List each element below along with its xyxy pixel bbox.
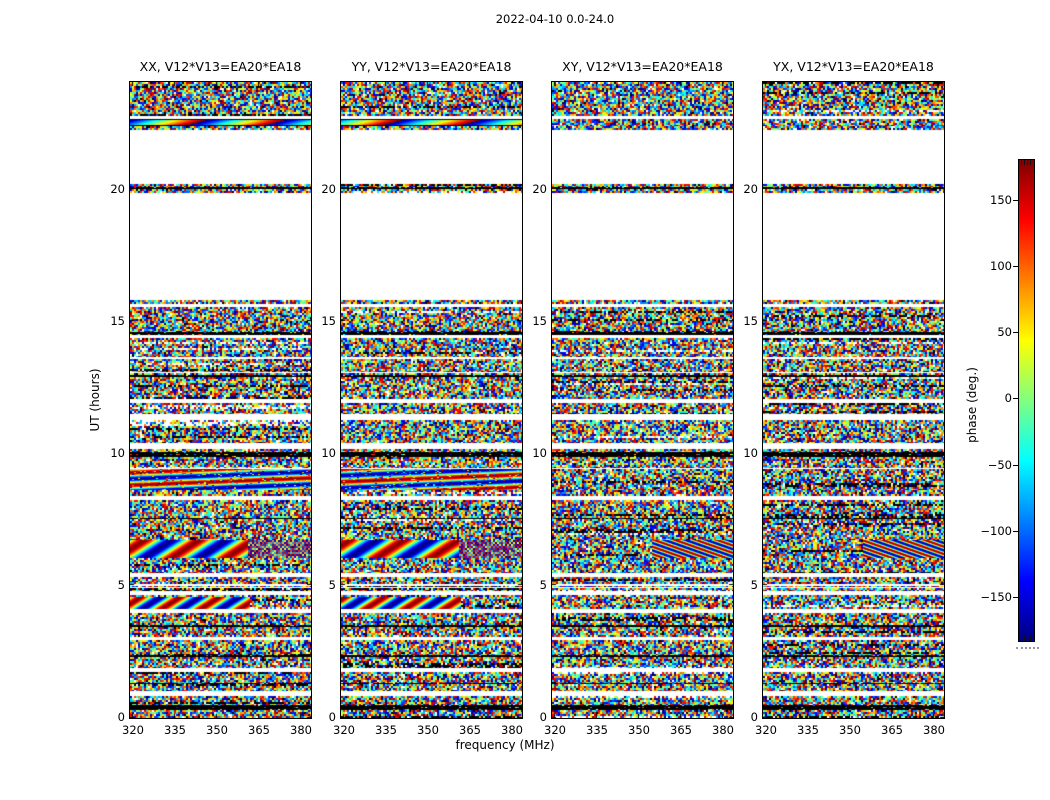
- colorbar-tick-mark: [1013, 266, 1019, 267]
- y-tick-label: 10: [110, 446, 125, 460]
- colorbar-gradient: [1019, 160, 1034, 641]
- colorbar-tick-mark: [1013, 531, 1019, 532]
- heatmap-canvas-xx: [130, 82, 311, 718]
- colorbar-tick-label: −150: [980, 590, 1012, 604]
- x-tick-label: 365: [881, 723, 903, 737]
- colorbar-tick-label: 0: [1004, 391, 1012, 405]
- x-tick-label: 320: [122, 723, 144, 737]
- y-tick-label: 10: [743, 446, 758, 460]
- figure-title: 2022-04-10 0.0-24.0: [495, 12, 615, 26]
- colorbar-tick-label: 50: [997, 325, 1012, 339]
- y-tick-label: 15: [532, 314, 547, 328]
- x-tick-label: 335: [164, 723, 186, 737]
- colorbar-tick-label: −50: [987, 458, 1012, 472]
- x-tick-label: 365: [670, 723, 692, 737]
- colorbar-tick-mark: [1013, 465, 1019, 466]
- y-axis-label: UT (hours): [88, 368, 102, 432]
- colorbar-axis-label: phase (deg.): [965, 367, 979, 443]
- x-tick-label: 365: [248, 723, 270, 737]
- y-tick-label: 15: [110, 314, 125, 328]
- x-tick-label: 320: [544, 723, 566, 737]
- panel-xy: [532, 59, 734, 737]
- x-tick-label: 320: [333, 723, 355, 737]
- y-tick-label: 5: [328, 578, 336, 592]
- colorbar-tick-label: 150: [990, 193, 1012, 207]
- x-tick-label: 350: [206, 723, 228, 737]
- colorbar-bottom-hatch: [1021, 636, 1032, 641]
- y-tick-label: 20: [743, 182, 758, 196]
- x-tick-label: 350: [417, 723, 439, 737]
- panel-title-yx: YX, V12*V13=EA20*EA18: [773, 59, 934, 74]
- panel-yx: [743, 59, 945, 737]
- panel-title-yy: YY, V12*V13=EA20*EA18: [351, 59, 512, 74]
- colorbar-tick-label: −100: [980, 524, 1012, 538]
- x-axis-label: frequency (MHz): [455, 738, 555, 752]
- x-tick-label: 380: [712, 723, 734, 737]
- x-tick-label: 350: [839, 723, 861, 737]
- panel-title-xy: XY, V12*V13=EA20*EA18: [562, 59, 723, 74]
- x-tick-label: 320: [755, 723, 777, 737]
- colorbar-tick-mark: [1013, 398, 1019, 399]
- y-tick-label: 5: [117, 578, 125, 592]
- y-tick-label: 10: [532, 446, 547, 460]
- colorbar-tick-label: 100: [990, 259, 1012, 273]
- heatmap-canvas-yy: [341, 82, 522, 718]
- y-tick-label: 20: [321, 182, 336, 196]
- colorbar-top-hatch: [1021, 160, 1032, 165]
- x-tick-label: 335: [375, 723, 397, 737]
- y-tick-label: 15: [743, 314, 758, 328]
- y-tick-label: 0: [539, 710, 547, 724]
- panel-title-xx: XX, V12*V13=EA20*EA18: [139, 59, 302, 74]
- panel-xx: [110, 59, 312, 737]
- y-tick-label: 10: [321, 446, 336, 460]
- colorbar: [980, 159, 1035, 642]
- heatmap-canvas-xy: [552, 82, 733, 718]
- y-tick-label: 5: [750, 578, 758, 592]
- heatmap-canvas-yx: [763, 82, 944, 718]
- y-tick-label: 15: [321, 314, 336, 328]
- x-tick-label: 335: [797, 723, 819, 737]
- x-tick-label: 380: [501, 723, 523, 737]
- y-tick-label: 0: [750, 710, 758, 724]
- colorbar-bottom-dots: [1016, 647, 1039, 649]
- x-tick-label: 380: [923, 723, 945, 737]
- x-tick-label: 350: [628, 723, 650, 737]
- x-tick-label: 380: [290, 723, 312, 737]
- colorbar-tick-mark: [1013, 332, 1019, 333]
- y-tick-label: 20: [110, 182, 125, 196]
- colorbar-tick-mark: [1013, 597, 1019, 598]
- colorbar-tick-mark: [1013, 200, 1019, 201]
- y-tick-label: 0: [117, 710, 125, 724]
- y-tick-label: 20: [532, 182, 547, 196]
- y-tick-label: 5: [539, 578, 547, 592]
- panel-yy: [321, 59, 523, 737]
- x-tick-label: 335: [586, 723, 608, 737]
- y-tick-label: 0: [328, 710, 336, 724]
- x-tick-label: 365: [459, 723, 481, 737]
